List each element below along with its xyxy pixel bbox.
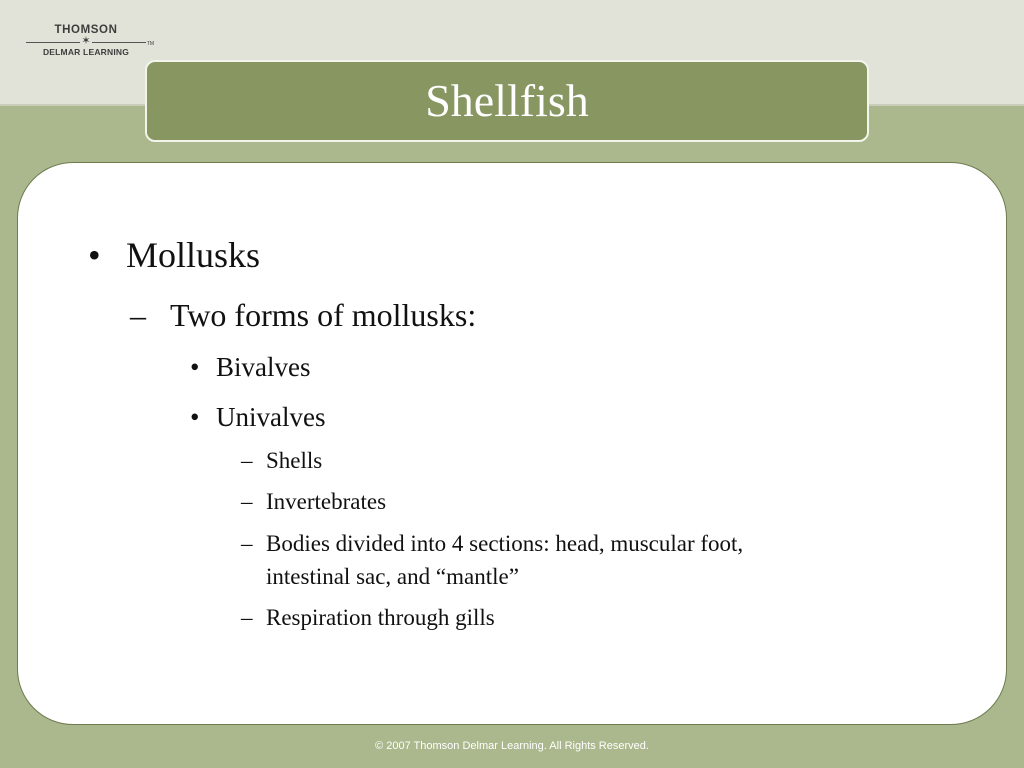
logo-rule-right: [92, 42, 146, 43]
bullet-invertebrates: [241, 489, 386, 515]
bullet-text: Bivalves: [216, 352, 311, 382]
logo-divider: [22, 37, 150, 47]
bullet-bodies-continuation: intestinal sac, and “mantle”: [266, 564, 519, 589]
bullet-shells: [241, 448, 322, 474]
bullet-mollusks: [88, 234, 260, 276]
title-box: [145, 60, 869, 142]
slide-title: Shellfish: [425, 75, 589, 126]
bullet-text: Two forms of mollusks:: [170, 297, 477, 333]
bullet-text: Mollusks: [126, 235, 261, 275]
dash-marker: –: [241, 531, 253, 556]
bullet-marker: •: [88, 235, 101, 275]
dash-marker: –: [130, 297, 146, 333]
bullet-bivalves: [190, 352, 311, 383]
bullet-text: Invertebrates: [266, 489, 387, 514]
bullet-text: Bodies divided into 4 sections: head, muscular foot,: [266, 531, 744, 556]
logo-line1: THOMSON: [54, 24, 118, 36]
bullet-text: Univalves: [216, 402, 326, 432]
bullet-text: Shells: [266, 448, 323, 473]
dash-marker: –: [241, 489, 253, 514]
bullet-text: Respiration through gills: [266, 605, 495, 630]
logo-trademark: TM: [146, 41, 154, 47]
logo-line2: DELMAR LEARNING: [42, 47, 130, 57]
bullet-univalves: [190, 402, 325, 433]
star-icon: ✶: [81, 35, 91, 47]
dash-marker: –: [241, 605, 253, 630]
bullet-bodies: [241, 531, 743, 557]
thomson-delmar-logo: [22, 24, 154, 64]
bullet-two-forms: [130, 297, 476, 334]
logo-rule-left: [26, 42, 80, 43]
bullet-marker: •: [190, 352, 200, 382]
bullet-marker: •: [190, 402, 200, 432]
bullet-respiration: [241, 605, 495, 631]
dash-marker: –: [241, 448, 253, 473]
copyright-footer: © 2007 Thomson Delmar Learning. All Rights Reserved.: [375, 740, 649, 752]
